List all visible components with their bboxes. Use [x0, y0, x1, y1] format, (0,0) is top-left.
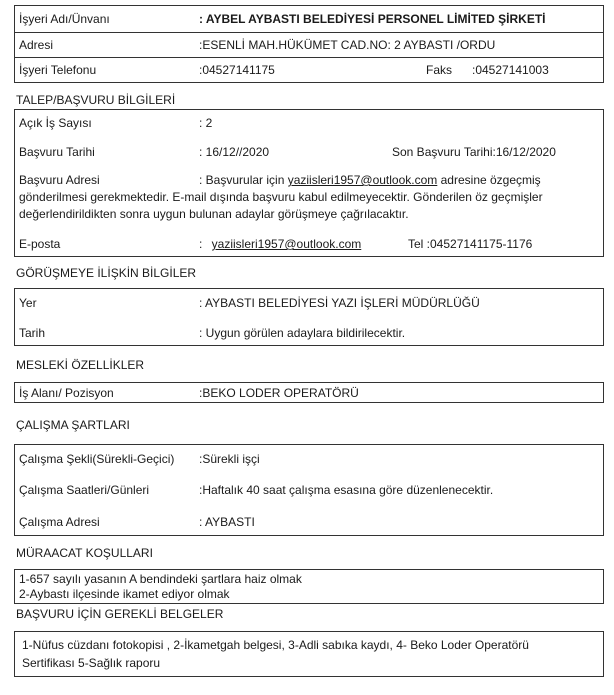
divider [14, 57, 604, 58]
application-address-line3: değerlendirildikten sonra uygun bulunan adaylar görüşmeye çağrılacaktır. [19, 207, 409, 221]
application-address-label: Başvuru Adresi [19, 173, 100, 187]
employer-address-value: :ESENLİ MAH.HÜKÜMET CAD.NO: 2 AYBASTI /ORDU [199, 38, 496, 52]
employer-phone-label: İşyeri Telefonu [19, 63, 97, 77]
email-label: E-posta [19, 237, 61, 251]
conditions-section-title: ÇALIŞMA ŞARTLARI [16, 418, 130, 432]
employer-name-value: : AYBEL AYBASTI BELEDİYESİ PERSONEL LİMİTED ŞİRKETİ [199, 12, 546, 26]
work-address-label: Çalışma Adresi [19, 515, 100, 529]
requirements-section-title: MÜRAACAT KOŞULLARI [16, 546, 153, 560]
interview-date-value: : Uygun görülen adaylara bildirilecektir. [199, 326, 406, 340]
profession-section-title: MESLEKİ ÖZELLİKLER [16, 358, 145, 372]
email-line [199, 237, 361, 251]
work-type-label: Çalışma Şekli(Sürekli-Geçici) [19, 452, 175, 466]
application-address-line1 [199, 173, 541, 187]
address-email-link[interactable]: yaziisleri1957@outlook.com [287, 173, 438, 187]
interview-section-title: GÖRÜŞMEYE İLİŞKİN BİLGİLER [16, 266, 197, 280]
tel-text: Tel :04527141175-1176 [408, 237, 533, 251]
openings-label: Açık İş Sayısı [19, 116, 92, 130]
documents-line2: Sertifikası 5-Sağlık raporu [22, 656, 161, 670]
email-link[interactable]: yaziisleri1957@outlook.com [211, 237, 362, 251]
interview-place-label: Yer [19, 296, 37, 310]
requirement-item: 1-657 sayılı yasanın A bendindeki şartlara haiz olmak [19, 572, 302, 586]
work-hours-value: :Haftalık 40 saat çalışma esasına göre düzenlenecektir. [199, 483, 494, 497]
application-date-label: Başvuru Tarihi [19, 145, 95, 159]
openings-value: : 2 [199, 116, 213, 130]
documents-line1: 1-Nüfus cüzdanı fotokopisi , 2-İkametgah belgesi, 3-Adli sabıka kaydı, 4- Beko Loder Operatörü [22, 638, 529, 652]
employer-phone-value: :04527141175 [199, 63, 275, 77]
work-hours-label: Çalışma Saatleri/Günleri [19, 483, 150, 497]
application-date-value: : 16/12//2020 [199, 145, 270, 159]
work-type-value: :Sürekli işçi [199, 452, 260, 466]
employer-address-label: Adresi [19, 38, 54, 52]
address-post: adresine özgeçmiş [437, 173, 541, 187]
interview-place-value: : AYBASTI BELEDİYESİ YAZI İŞLERİ MÜDÜRLÜĞÜ [199, 296, 480, 310]
employer-name-label: İşyeri Adı/Ünvanı [19, 12, 110, 26]
last-application-date: Son Başvuru Tarihi:16/12/2020 [392, 145, 556, 159]
position-label: İş Alanı/ Pozisyon [19, 386, 114, 400]
documents-section-title: BAŞVURU İÇİN GEREKLİ BELGELER [16, 607, 224, 621]
address-pre: : Başvurular için [199, 173, 288, 187]
divider [14, 32, 604, 33]
work-address-value: : AYBASTI [199, 515, 255, 529]
application-address-line2: gönderilmesi gerekmektedir. E-mail dışında başvuru kabul edilmeyecektir. Gönderilen öz geçmişler [19, 190, 543, 204]
employer-fax-label: Faks [426, 63, 453, 77]
application-section-title: TALEP/BAŞVURU BİLGİLERİ [16, 93, 176, 107]
requirement-item: 2-Aybastı ilçesinde ikamet ediyor olmak [19, 587, 230, 601]
email-colon: : [199, 237, 206, 251]
position-value: :BEKO LODER OPERATÖRÜ [199, 386, 359, 400]
employer-fax-value: :04527141003 [472, 63, 549, 77]
interview-date-label: Tarih [19, 326, 46, 340]
